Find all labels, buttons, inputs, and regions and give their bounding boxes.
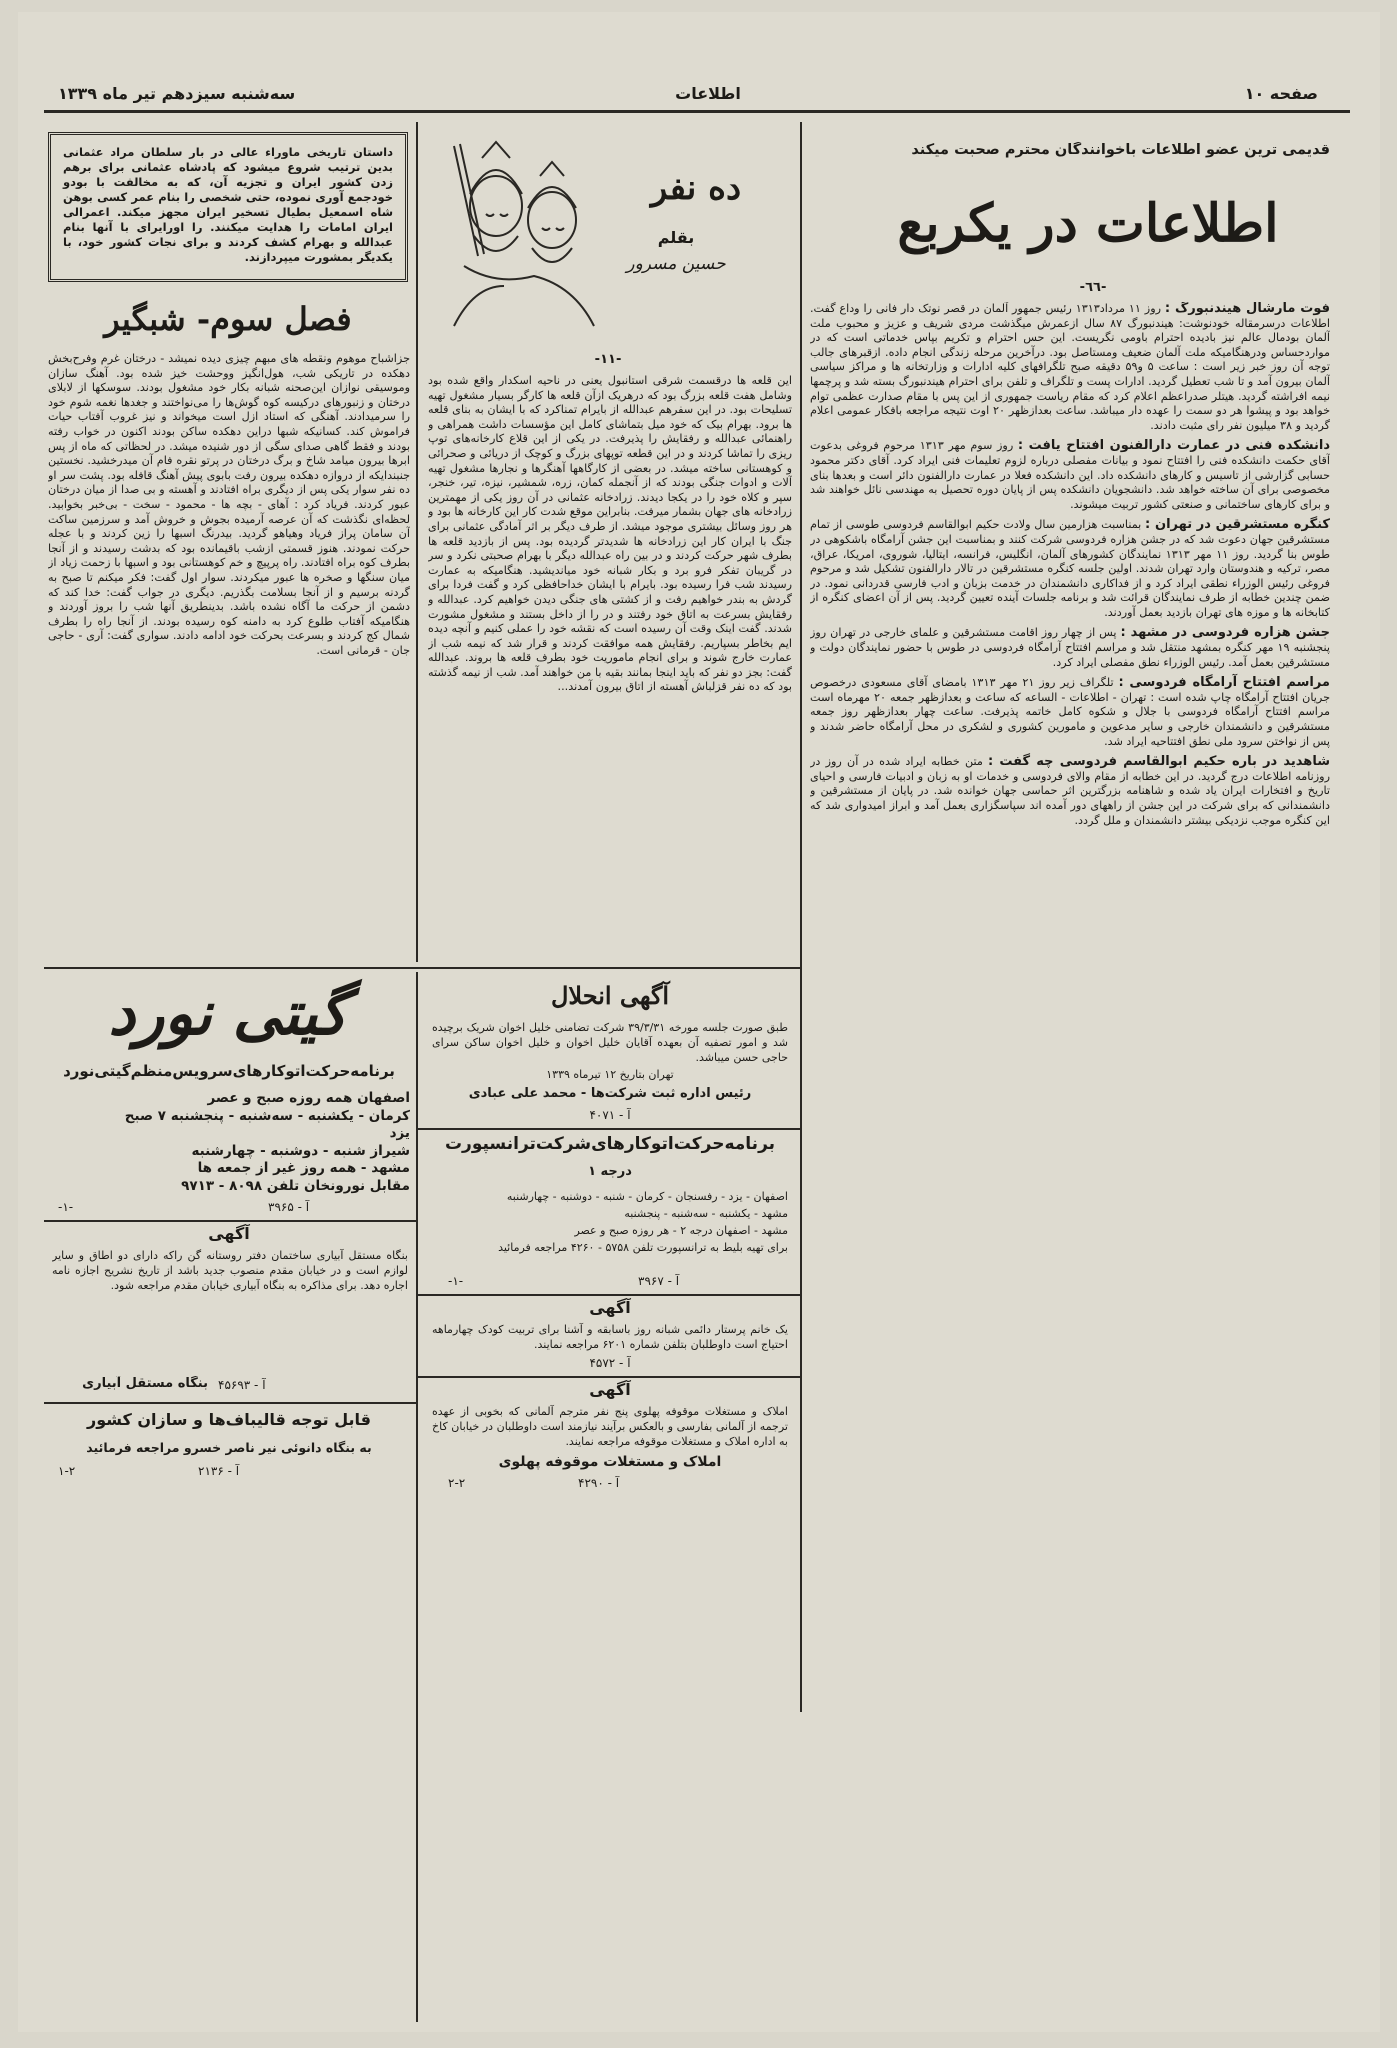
chapter-title: فصل سوم- شبگیر [104, 300, 352, 338]
schedule-line: برای تهیه بلیط به ترانسپورت تلفن ۵۷۵۸ - ۴۲۶۰ مراجعه فرمائید [498, 1241, 788, 1254]
ad-title: آگهی [589, 1380, 631, 1399]
paper-name: اطلاعات [675, 84, 741, 103]
ad-number: -۱- [448, 1274, 464, 1288]
column-title: اطلاعات در یکربع [897, 193, 1279, 254]
paragraph: بمناسبت هزارمین سال ولادت حکیم ابوالقاسم فردوسی طوسی از تمام مستشرقین جهان دعوت شد که در جشن هزاره فردوسی شرکت کنند و بمناسبت این جشن آرامگاه باشکوهی در طوس بنا گردید. روز ۱۱ مهر ۱۳۱۳ نمایندگان کشورهای آلمان، انگلیس، فرانسه، ایتالیا، شوروی، امریکا، عراق، مصر، ترکیه و هندوستان وارد تهران شدند. اولین جلسه کنگره مستشرقین در تالار دارالفنون تشکیل شد و مرحوم فروغی رئیس الوزراء نطقی ایراد کرد و از فداکاری دانشمندان در خدمت بزبان و ادب فارسی قدردانی نمود. در ضمن چندین خطابه از طرف نمایندگان قرائت شد و برنامه جلسات آینده تعیین گردید. پس از آن اعضای کنگره از کتابخانه ها و موزه های تهران بازدید بعمل آوردند. [810, 518, 1330, 619]
section-heading: جشن هزاره فردوسی در مشهد : [1120, 625, 1330, 641]
schedule-line: مشهد - یکشنبه - سه‌شنبه - پنجشنبه [624, 1207, 788, 1220]
ad-separator [418, 1376, 800, 1378]
ad-code: آ - ۲۱۳۶ [198, 1464, 240, 1478]
ad-code: آ - ۴۵۶۹۳ [218, 1378, 266, 1392]
schedule-line: اصفهان - یزد - رفسنجان - کرمان - شنبه - دوشنبه - چهارشنبه [506, 1190, 788, 1203]
serial-header [426, 130, 796, 350]
paragraph: روز ۱۱ مرداد۱۳۱۳ رئیس جمهور آلمان در قصر نوتک دار فانی را وداع گفت. اطلاعات درسرمقاله خودنوشت: هیندنبورگ ۸۷ سال ازعمرش میگذشت مردی شریف و عزیز و محبوب ملت آلمان بودمال عالم نیز بادیده احترام باومی نگریست. این حس احترام و تکریم بپاس خدماتی است که در مواردحساس ودرهنگامیکه ملت آلمان ضعیف ومستاصل بود. درآخرین مرحله زندگی انجام داده. ازقبرهای جالب توجه آن روز خبر زیر است : ساعت ۵ و۵۹ دقیقه صبح تلگرافهای کلیه ادارات و وزارتخانه ها و مراکز سیاسی آلمان بیرون آمد و تا شب تعطیل گردید. ادارات پست و تلگراف و تلفن برای احترام هیندنبورگ بسته شد و پرچمها نیمه افراشته گردید. هیتلر صدراعظم اعلام کرد که مقام ریاست جمهوری از این پس با مقام صدارت عظمی توام خواهد بود و پیشوا هر دو سمت را عهده دار میباشد. ساعت بعدازظهر ۲۰ اوت نتیجه مراجعه بافکار عمومی اعلام گردید و ۳۸ میلیون نفر رای مثبت دادند. [810, 302, 1330, 432]
schedule-line: یزد [389, 1125, 410, 1141]
schedule-line: مشهد - اصفهان درجه ۲ - هر روزه صبح و عصر [574, 1224, 788, 1237]
serial-body: این قلعه ها درقسمت شرقی استانبول یعنی در ناحیه اسکدار واقع شده بود وشامل هفت قلعه بزرگ بود که درهریک ازآن قلعه ها کارگر بسیار مشغول تهیه تسلیحات بود. در این سفرهم عبدالله از بایرام تمناکرد که با ایشان به بنای قلعه ها برود. بهرام بیک که خود میل بتماشای کامل این مؤسسات داشت همراهی و راهنمائی عبدالله و رفقایش را پذیرفت. در یکی از این قلاع کارخانه‌های توپ ریزی را تماشا کردند و در این قطعه توپهای بزرگ و کوچک از دریائی و صحرائی و کوهستانی ساخته میشد. در بعضی از کارگاهها آهنگرها و نجارها مشغول تهیه آلات و ادوات جنگی بودند که از آنجمله کمان، زره، شمشیر، نیزه، تیر، خنجر، سپر و کلاه خود را در یکجا دیدند. زرادخانه عثمانی در آن روز یکی از مهمترین زرادخانه های جهان بشمار میرفت. بنابراین موقع شدت کار این کارخانه ها بود و هر روز وسائل بیشتری موجود میشد. از طرف دیگر بر اثر آمادگی عثمانی برای جنگ با ایران کار این زرادخانه ها شدیدتر گردیده بود. پس از بازدید قلعه ها بطرف شهر حرکت کردند و در بین راه عبدالله دیگر با بهرام صحبتی نکرد و سر در گریبان تفکر فرو برد و بکار شبانه خود میاندیشید. هنگامیکه به عمارت رسیدند شب فرا رسیده بود. بایرام با ایشان خداحافظی کرد و گفت فردا برای گردش به بندر خواهیم رفت و از کشتی های جنگی دیدن خواهیم کرد. عبدالله و رفقایش بسرعت به اتاق خود رفتند و در را از داخل بستند و مشغول مشورت شدند. گفت اینک وقت آن رسیده است که نقشه خود را عملی کنیم و آنچه دیده ایم بخاطر بسپاریم. رفقایش همه موافقت کردند و قرار شد که نیمه شب از عمارت خارج شوند و برای انجام ماموریت خود بطرف قلعه ها بروند. عبدالله گفت: بجز دو نفر که باید اینجا بمانند بقیه با من خواهند آمد. شب از نیمه گذشته بود که ده نفر قزلباش آهسته از اتاق بیرون آمدند... [428, 374, 792, 694]
ad-text: بنگاه مستقل آبیاری ساختمان دفتر روستانه گن راکه دارای دو اطاق و سایر لوازم است و در خیابان مقدم منصوب جدید باشد از تاریخ نشریح اجازه نامه اجاره دهد. برای مذاکره به بنگاه آبیاری خیابان مقدم مراجعه شود. [52, 1249, 408, 1292]
qizilbash-illustration [434, 136, 604, 341]
giti-nord-logo: گیتی نورد [108, 979, 348, 1049]
ad-separator [418, 1128, 800, 1130]
ad-text: املاک و مستغلات موقوفه پهلوی پنج نفر مترجم آلمانی که بخوبی از عهده ترجمه از آلمانی بفارسی و بالعکس برآیند نیازمند است داوطلبان در خیابان کاخ به اداره املاک و مستغلات موقوفه مراجعه نمایند. [432, 1405, 788, 1448]
giti-nord-schedule [48, 1090, 410, 1198]
ad-code: آ - ۴۰۷۱ [589, 1108, 631, 1122]
ad-number: ۱-۲ [58, 1464, 76, 1478]
ad-title: برنامه‌حرکت‌اتوکار‌های‌شرکت‌ترانسپورت [444, 1134, 776, 1154]
date-line: سه‌شنبه سیزدهم تیر ماه ۱۳۳۹ [58, 84, 296, 103]
paragraph: روز سوم مهر ۱۳۱۳ مرحوم فروغی بدعوت آقای حکمت دانشکده فنی را افتتاح نمود و بیانات مفصلی درباره لزوم تعلیمات فنی ایراد کرد. آقای دکتر محمود حسابی گزارشی از تاسیس و کارهای دانشکده داد. این دانشکده فعلا در عمارت دارالفنون دائر است و بعدها بنای مخصوصی برای آن ساخته خواهد شد. دانشجویان دانشکده پس از پایان دوره تحصیل به مهندسی نائل خواهند شد و برای کارهای ساختمانی و صنعتی کشور تربیت میشوند. [810, 439, 1330, 511]
serial-title: ده نفر [650, 168, 742, 208]
schedule-line: اصفهان همه روزه صبح و عصر [207, 1090, 410, 1106]
giti-ad-number: -۱- [58, 1200, 74, 1214]
ad-code: آ - ۴۲۹۰ [578, 1476, 620, 1490]
ad-text: به بنگاه دانوئی نیر ناصر خسرو مراجعه فرمائید [86, 1440, 372, 1455]
ads-top-rule [44, 967, 800, 969]
ad-text: طبق صورت جلسه مورخه ۳۹/۳/۳۱ شرکت تضامنی خلیل اخوان شریک برچیده شد و امور تصفیه آن بعهده آقایان خلیل اخوان و خلیل اخوان ساکن سرای حاجی حسن میباشد. [432, 1021, 788, 1064]
paragraph: متن خطابه ایراد شده در آن روز در روزنامه اطلاعات درج گردید. در این خطابه از مقام والای فردوسی و خدمات او به زبان و ادبیات فارسی و احیای تاریخ و افتخارات ایران یاد شده و شاهنامه بزرگترین اثر حماسی جهان خوانده شد. در پایان از مستشرقین و دانشمندانی که برای شرکت در این جشن از راههای دور آمده اند سپاسگزاری بعمل آمد و ابراز امیدواری شد که این کنگره موجب نزدیکی بیشتر دانشمندان و ملل گردد. [810, 755, 1330, 827]
ad-subtitle: درجه ۱ [588, 1164, 632, 1179]
ad-text: یک خانم پرستار دائمی شبانه روز باسابقه و آشنا برای تربیت کودک چهارماهه احتیاج است داوطلبان بتلفن شماره ۶۲۰۱ مراجعه نمایند. [432, 1323, 788, 1351]
ad-title: آگهی [589, 1298, 631, 1317]
serial-number: -۱۱- [594, 352, 622, 367]
column-rule-right [800, 122, 802, 1712]
masthead-rule [44, 110, 1350, 113]
column-rule-left [416, 122, 418, 962]
ad-title: آگهی [208, 1224, 250, 1243]
episode-number: -٦٦- [1079, 280, 1107, 295]
section-heading: مراسم افتتاح آرامگاه فردوسی : [1118, 675, 1330, 691]
ad-code: آ - ۴۵۷۲ [589, 1356, 631, 1370]
ad-separator [44, 1402, 416, 1404]
column-intro: قدیمی ترین عضو اطلاعات باخوانندگان محترم صحبت میکند [911, 142, 1330, 158]
ad-signature: بنگاه مستقل آبیاری [82, 1376, 208, 1391]
left-column-body: جزاشباح موهوم ونقطه های مبهم چیزی دیده نمیشد - درختان‌ غرم وفرح‌بخش دهکده در تاریکی شب، هول‌انگیز ووحشت خیز شده بود. آهنگ سازان وموسیقی نوازان این‌صحنه شبانه بکار خود مشغول بودند. سوسکها از لابلای درختان و زنبورهای درکیسه کوه گوش‌ها را می‌نواختند و جغدها نغمه شوم خود را سرمیدادند. آهنگی که استاد ازل است میخواند و نیز غروب آفتاب حیات فراموش کند. کسانیکه شبها دراین دهکده ساکن بودند اکنون در خواب رفته بودند و فقط گاهی صدای سگی از دور شنیده میشد. در لحظاتی که ماه از پس ابرها بیرون میامد شاخ و برگ درختان در پرتو نقره فام آن میدرخشید. نخستین جنبندایکه از دروازه دهکده بیرون رفت بابوی پیش آهنگ قافله بود. پشت سر او ده نفر سوار یکی پس از دیگری براه افتادند و آهسته و بی صدا از میان درختان عبور کردند. فریاد کرد : آهای - بچه ها - محمود - سخت - بی‌خبر بخوابید. لحظه‌ای نگذشت که آن عرصه آرمیده بجوش و خروش آمد و سرزمین ساکت آن سامان پراز فریاد وهیاهو گردید. بیدرنگ اسبها را زین کردند و با عجله حرکت نمودند. هنوز قسمتی ازشب باقیمانده بود که بدشت رسیدند و از آنجا بطرف کوه براه افتادند. راه پرپیچ و خم کوهستانی بود و اسبها با زحمت زیاد از میان سنگها و صخره ها عبور میکردند. سوار اول گفت: فکر میکنم تا صبح به گردنه برسیم و از آنجا بسلامت بگذریم. دیگری در جواب گفت: خدا کند که دشمن از حرکت ما آگاه نشده باشد. بدینطریق آنها شب را بروز آوردند و هنگامیکه آفتاب طلوع کرد به دامنه کوه رسیده بودند. از آنجا راه را بطرف شمال کج کردند و بسرعت بحرکت خود ادامه دادند. سواری گفت: آری - حاجی جان - قرمانی است. [48, 352, 410, 657]
ad-separator [44, 1220, 416, 1222]
section-heading: فوت مارشال هیندنبورگ : [1164, 302, 1330, 316]
paragraph: تلگراف زیر روز ۲۱ مهر ۱۳۱۳ بامضای آقای مسعودی درخصوص جریان افتتاح آرامگاه چاپ شده است : تهران - اطلاعات - الساعه که ساعت و بعدازظهر جمعه ۲۰ مهرماه است مراسم افتتاح آرامگاه فردوسی با جلال و شکوه کامل خاتمه پذیرفت. ساعت چهار بعدازظهر روز جمعه مستشرقین و دانشمندان خارجی و سایر مدعوین و مامورین کشوری و لشکری در محل آرامگاه حاضر شدند و پس از نواختن سرود ملی نطق افتتاحیه ایراد شد. [810, 676, 1330, 748]
paragraph: پس از چهار روز اقامت مستشرقین و علمای خارجی در تهران روز پنجشنبه ۱۹ مهر کنگره بمشهد منتقل شد و مراسم افتتاح آرامگاه فردوسی در طوس با حضور نمایندگان دولت و مستشرقین بعمل آمد. رئیس الوزراء نطق مفصلی ایراد کرد. [810, 626, 1330, 669]
ad-number: ۲-۲ [448, 1476, 466, 1490]
giti-nord-subtitle: برنامه‌حرکت‌اتوکارهای‌سرویس‌منظم‌گیتی‌نورد [63, 1062, 395, 1080]
ad-signature: املاک و مستغلات موقوفه پهلوی [498, 1454, 722, 1470]
section-heading: دانشکده فنی در عمارت دارالفنون افتتاح یافت : [1017, 438, 1330, 454]
schedule-line: مشهد - همه روز غیر از جمعه ها [197, 1160, 410, 1176]
ad-title: آگهی انحلال [550, 981, 670, 1010]
ad-code: آ - ۳۹۶۷ [638, 1274, 680, 1288]
giti-ad-code: آ - ۳۹۶۵ [268, 1200, 310, 1214]
schedule-line: شیراز شنبه - دوشنبه - چهارشنبه [191, 1142, 410, 1159]
serial-byline: بقلم [657, 228, 695, 247]
serial-summary-box: داستان تاریخی ماوراء عالی در بار سلطان مراد عثمانی بدین ترتیب شروع میشود که پادشاه عثمانی برای برهم زدن کشور ایران و تجزیه آن، که به مخالفت با بودو خودجمع آوری نموده، حتی شخصی را بنام عمر کسی بوهن شاه اسمعیل بطیال تسخیر ایران مجهز میکند. اعمرالی ایران امامات را هدایت میکنند. را اورایرای با آنها بنام عبدالله و بهرام کشف کردند و برای نجات کشور خود، با یکدیگر بمشورت میپردازند. [48, 132, 408, 282]
section-heading: کنگره مستشرقین در تهران : [1145, 517, 1330, 533]
ad-signature: رئیس اداره ثبت شرکت‌ها - محمد علی عبادی [468, 1086, 752, 1101]
schedule-line: مقابل نورونخان تلفن ۸۰۹۸ - ۹۷۱۳ [181, 1177, 410, 1194]
right-column-body [810, 302, 1330, 1717]
ad-title: قابل توجه قالیباف‌ها و سازان کشور [86, 1410, 371, 1429]
newspaper-page [18, 12, 1380, 2032]
section-heading: شاهدید در باره حکیم ابوالقاسم فردوسی چه گفت : [988, 754, 1330, 770]
schedule-line: کرمان - یکشنبه - سه‌شنبه - پنجشنبه ۷ صبح [124, 1107, 410, 1124]
serial-author: حسین مسرور [626, 254, 726, 274]
ad-date: تهران بتاریخ ۱۲ تیرماه ۱۳۳۹ [546, 1068, 674, 1081]
transport-schedule [432, 1188, 788, 1268]
page-label: صفحه ۱۰ [1244, 84, 1318, 103]
ad-separator [418, 1294, 800, 1296]
